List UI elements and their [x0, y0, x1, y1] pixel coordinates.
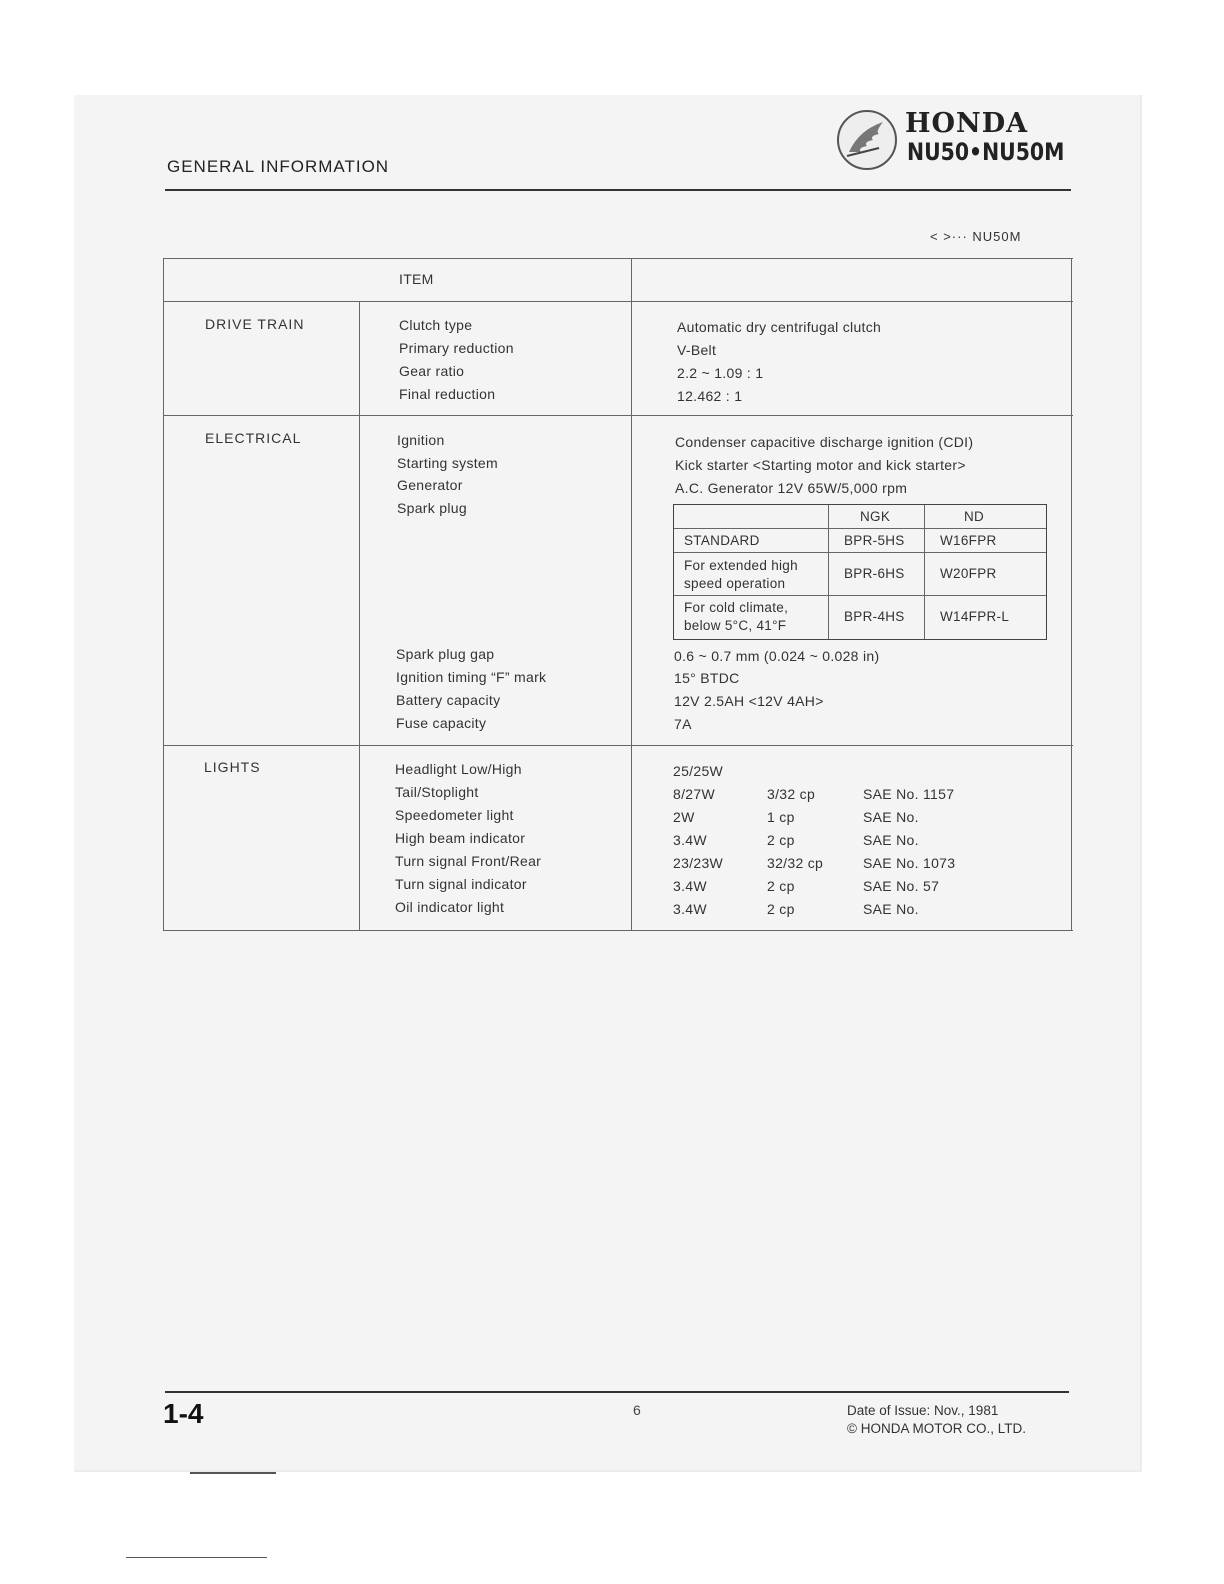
- item-label: Fuse capacity: [396, 715, 487, 731]
- table-border-right: [1071, 258, 1072, 931]
- section-lights: LIGHTS: [204, 759, 261, 775]
- model-names: NU50•NU50M: [907, 138, 1065, 166]
- item-label: Tail/Stoplight: [395, 784, 479, 800]
- item-label: Starting system: [397, 455, 498, 471]
- header-divider: [163, 301, 1073, 302]
- underline-mark: [126, 1557, 267, 1558]
- header-rule: [165, 189, 1071, 191]
- section-title: GENERAL INFORMATION: [167, 157, 390, 176]
- item-value: 12.462 : 1: [677, 388, 743, 404]
- item-value: 0.6 ~ 0.7 mm (0.024 ~ 0.028 in): [674, 648, 880, 664]
- item-label: Spark plug: [397, 500, 467, 516]
- item-value: Automatic dry centrifugal clutch: [677, 319, 882, 335]
- brand-name: HONDA: [905, 108, 1029, 139]
- light-watt: 3.4W: [673, 878, 707, 894]
- spark-header-nd: ND: [964, 509, 985, 524]
- spark-condition: For cold climate, below 5°C, 41°F: [684, 600, 789, 633]
- item-label: Oil indicator light: [395, 899, 505, 915]
- item-label: Ignition: [397, 432, 445, 448]
- light-watt: 3.4W: [673, 832, 707, 848]
- legend-note: < >··· NU50M: [930, 229, 1022, 244]
- light-watt: 3.4W: [673, 901, 707, 917]
- item-value: 12V 2.5AH <12V 4AH>: [674, 693, 824, 709]
- section-divider-2: [163, 745, 1073, 746]
- section-drive-train: DRIVE TRAIN: [205, 316, 305, 332]
- spark-table-divider: [674, 595, 1046, 596]
- column-divider-items: [359, 301, 360, 931]
- light-sae: SAE No. 1157: [863, 786, 955, 802]
- light-sae: SAE No.: [863, 901, 919, 917]
- spark-table-divider: [674, 528, 1046, 529]
- item-value: Condenser capacitive discharge ignition (CDI): [675, 434, 974, 450]
- issue-date: Date of Issue: Nov., 1981: [847, 1403, 999, 1418]
- spark-nd: W20FPR: [940, 566, 997, 581]
- light-sae: SAE No. 57: [863, 878, 940, 894]
- light-sae: SAE No.: [863, 809, 919, 825]
- item-label: Gear ratio: [399, 363, 465, 379]
- item-label: Generator: [397, 477, 463, 493]
- copyright: © HONDA MOTOR CO., LTD.: [847, 1421, 1026, 1436]
- item-label: Clutch type: [399, 317, 473, 333]
- item-label: Final reduction: [399, 386, 496, 402]
- page-number: 1-4: [163, 1398, 204, 1429]
- light-cp: 2 cp: [767, 832, 795, 848]
- light-cp: 2 cp: [767, 878, 795, 894]
- spark-plug-table: [673, 504, 1047, 640]
- item-label: Battery capacity: [396, 692, 501, 708]
- light-sae: SAE No.: [863, 832, 919, 848]
- item-label: Primary reduction: [399, 340, 514, 356]
- light-sae: SAE No. 1073: [863, 855, 956, 871]
- spark-table-divider: [674, 552, 1046, 553]
- item-value: Kick starter <Starting motor and kick starter>: [675, 457, 966, 473]
- light-watt: 23/23W: [673, 855, 724, 871]
- item-value: 7A: [674, 716, 692, 732]
- scan-mark: [190, 1472, 276, 1474]
- light-cp: 2 cp: [767, 901, 795, 917]
- item-label: Turn signal indicator: [395, 876, 527, 892]
- item-column-header: ITEM: [399, 271, 434, 287]
- honda-wing-logo-icon: [837, 110, 897, 170]
- light-cp: 3/32 cp: [767, 786, 816, 802]
- spark-table-divider: [924, 505, 925, 639]
- item-label: Headlight Low/High: [395, 761, 522, 777]
- item-label: Ignition timing “F” mark: [396, 669, 547, 685]
- specifications-table: [163, 258, 1073, 931]
- spark-nd: W14FPR-L: [940, 609, 1010, 624]
- light-watt: 8/27W: [673, 786, 715, 802]
- spark-condition: For extended high speed operation: [684, 558, 798, 591]
- light-watt: 25/25W: [673, 763, 724, 779]
- light-cp: 32/32 cp: [767, 855, 824, 871]
- section-divider-1: [163, 415, 1073, 416]
- light-watt: 2W: [673, 809, 695, 825]
- issue-info: [847, 1402, 1026, 1438]
- item-label: High beam indicator: [395, 830, 526, 846]
- spark-condition: STANDARD: [684, 533, 760, 548]
- item-value: 2.2 ~ 1.09 : 1: [677, 365, 764, 381]
- item-label: Spark plug gap: [396, 646, 495, 662]
- footer-rule: [165, 1391, 1069, 1393]
- spark-ngk: BPR-5HS: [844, 533, 905, 548]
- spark-ngk: BPR-6HS: [844, 566, 905, 581]
- spark-nd: W16FPR: [940, 533, 997, 548]
- table-border-left: [163, 258, 164, 931]
- table-border-top: [163, 258, 1073, 259]
- item-label: Turn signal Front/Rear: [395, 853, 542, 869]
- item-label: Speedometer light: [395, 807, 514, 823]
- spark-header-ngk: NGK: [860, 509, 891, 524]
- item-value: V-Belt: [677, 342, 717, 358]
- light-cp: 1 cp: [767, 809, 795, 825]
- sheet-number: 6: [633, 1402, 641, 1418]
- item-value: 15° BTDC: [674, 670, 740, 686]
- spark-table-divider: [828, 505, 829, 639]
- section-electrical: ELECTRICAL: [205, 430, 302, 446]
- column-divider-values: [631, 258, 632, 931]
- item-value: A.C. Generator 12V 65W/5,000 rpm: [675, 480, 908, 496]
- table-border-bottom: [163, 930, 1073, 931]
- spark-ngk: BPR-4HS: [844, 609, 905, 624]
